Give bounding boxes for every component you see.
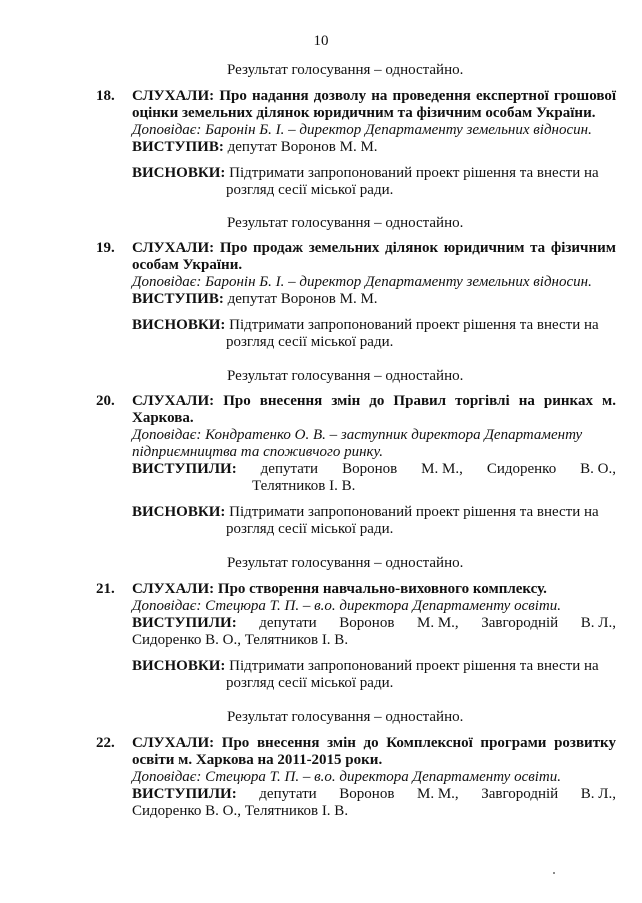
heard-label: СЛУХАЛИ:: [132, 240, 215, 256]
item-reporter: [132, 598, 616, 615]
speaker-part: В. Л.,: [580, 615, 616, 631]
speaker-part: М. М.,: [416, 615, 459, 631]
item-number: 21.: [96, 581, 115, 597]
speaker-part: депутати: [259, 786, 317, 802]
vote-result: Результат голосування – одностайно.: [227, 368, 464, 384]
conclusion-text-cont: розгляд сесії міської ради.: [226, 182, 394, 198]
item-number: 20.: [96, 393, 115, 409]
conclusion-label: ВИСНОВКИ:: [132, 504, 226, 520]
vote-result: Результат голосування – одностайно.: [227, 555, 464, 571]
speaker-part: депутати: [260, 461, 319, 477]
conclusion-text-cont: розгляд сесії міської ради.: [226, 521, 394, 537]
item-heard: [132, 240, 616, 274]
speaker-part: Воронов: [339, 786, 395, 802]
item-heard: [132, 88, 616, 122]
conclusion-text-cont: розгляд сесії міської ради.: [226, 334, 394, 350]
reporter-name: Кондратенко О. В. – заступник директора Департаменту: [205, 427, 583, 443]
item-reporter-cont: підприємництва та споживчого ринку.: [132, 444, 383, 460]
item-reporter: [132, 274, 616, 291]
item-heard: [132, 581, 616, 598]
reporter-label: Доповідає:: [132, 427, 202, 443]
item-conclusion: [132, 317, 616, 351]
conclusion-label: ВИСНОВКИ:: [132, 165, 226, 181]
scan-speck: [553, 872, 555, 874]
speaker-part: Воронов: [342, 461, 398, 477]
speaker-part: Завгородній: [481, 615, 559, 631]
item-speakers: [132, 615, 616, 632]
item-speakers: [132, 461, 616, 478]
item-title: Про створення навчально-виховного комплексу.: [217, 581, 547, 597]
reporter-label: Доповідає:: [132, 122, 202, 138]
speaker-part: Завгородній: [481, 786, 559, 802]
reporter-name: Стецюра Т. П. – в.о. директора Департаменту освіти.: [205, 598, 562, 614]
speakers-text: депутат Воронов М. М.: [227, 139, 378, 155]
item-conclusion: [132, 504, 616, 538]
heard-label: СЛУХАЛИ:: [132, 393, 215, 409]
speaker-part: М. М.,: [421, 461, 463, 477]
reporter-label: Доповідає:: [132, 274, 202, 290]
reporter-label: Доповідає:: [132, 598, 202, 614]
spoke-label: ВИСТУПИВ:: [132, 291, 224, 307]
item-conclusion: [132, 658, 616, 692]
speaker-part: М. М.,: [416, 786, 459, 802]
item-number: 18.: [96, 88, 115, 104]
speaker-part: В. Л.,: [580, 786, 616, 802]
conclusion-text: Підтримати запропонований проект рішення та внести на: [229, 504, 599, 520]
vote-result: Результат голосування – одностайно.: [227, 215, 464, 231]
item-heard: [132, 735, 616, 769]
speaker-part: Воронов: [339, 615, 395, 631]
item-speakers: [132, 786, 616, 803]
reporter-name: Стецюра Т. П. – в.о. директора Департаменту освіти.: [205, 769, 562, 785]
item-number: 22.: [96, 735, 115, 751]
spoke-label: ВИСТУПИЛИ:: [132, 461, 237, 477]
page-number: 10: [313, 33, 329, 49]
heard-label: СЛУХАЛИ:: [132, 735, 215, 751]
speaker-part: Сидоренко: [486, 461, 557, 477]
item-reporter: [132, 769, 616, 786]
speaker-part: депутати: [259, 615, 317, 631]
vote-result: Результат голосування – одностайно.: [227, 709, 464, 725]
item-title: Про продаж земельних ділянок юридичним та фізичним особам України.: [132, 240, 616, 273]
reporter-name: Баронін Б. І. – директор Департаменту земельних відносин.: [205, 122, 592, 138]
speakers-text-cont: Сидоренко В. О., Телятников І. В.: [132, 632, 349, 648]
reporter-name: Баронін Б. І. – директор Департаменту земельних відносин.: [205, 274, 592, 290]
item-title: Про надання дозволу на проведення експертної грошової оцінки земельних ділянок юридичним та фізичним особам України.: [132, 88, 616, 121]
item-title: Про внесення змін до Комплексної програми розвитку освіти м. Харкова на 2011-2015 роки.: [132, 735, 616, 768]
spoke-label: ВИСТУПИВ:: [132, 139, 224, 155]
speaker-part: В. О.,: [580, 461, 616, 477]
spoke-label: ВИСТУПИЛИ:: [132, 615, 237, 631]
speakers-text-cont: Телятников І. В.: [252, 478, 356, 494]
spoke-label: ВИСТУПИЛИ:: [132, 786, 237, 802]
conclusion-label: ВИСНОВКИ:: [132, 658, 226, 674]
item-reporter: [132, 427, 616, 444]
item-reporter: [132, 122, 616, 139]
conclusion-text: Підтримати запропонований проект рішення та внести на: [229, 165, 599, 181]
conclusion-label: ВИСНОВКИ:: [132, 317, 226, 333]
item-heard: [132, 393, 616, 427]
item-number: 19.: [96, 240, 115, 256]
speakers-text-cont: Сидоренко В. О., Телятников І. В.: [132, 803, 349, 819]
conclusion-text: Підтримати запропонований проект рішення та внести на: [229, 658, 599, 674]
item-speakers: [132, 139, 616, 156]
reporter-label: Доповідає:: [132, 769, 202, 785]
heard-label: СЛУХАЛИ:: [132, 88, 215, 104]
vote-result: Результат голосування – одностайно.: [227, 62, 464, 78]
conclusion-text-cont: розгляд сесії міської ради.: [226, 675, 394, 691]
conclusion-text: Підтримати запропонований проект рішення та внести на: [229, 317, 599, 333]
item-speakers: [132, 291, 616, 308]
heard-label: СЛУХАЛИ:: [132, 581, 215, 597]
speakers-text: депутат Воронов М. М.: [227, 291, 378, 307]
item-conclusion: [132, 165, 616, 199]
item-title: Про внесення змін до Правил торгівлі на ринках м. Харкова.: [132, 393, 616, 426]
